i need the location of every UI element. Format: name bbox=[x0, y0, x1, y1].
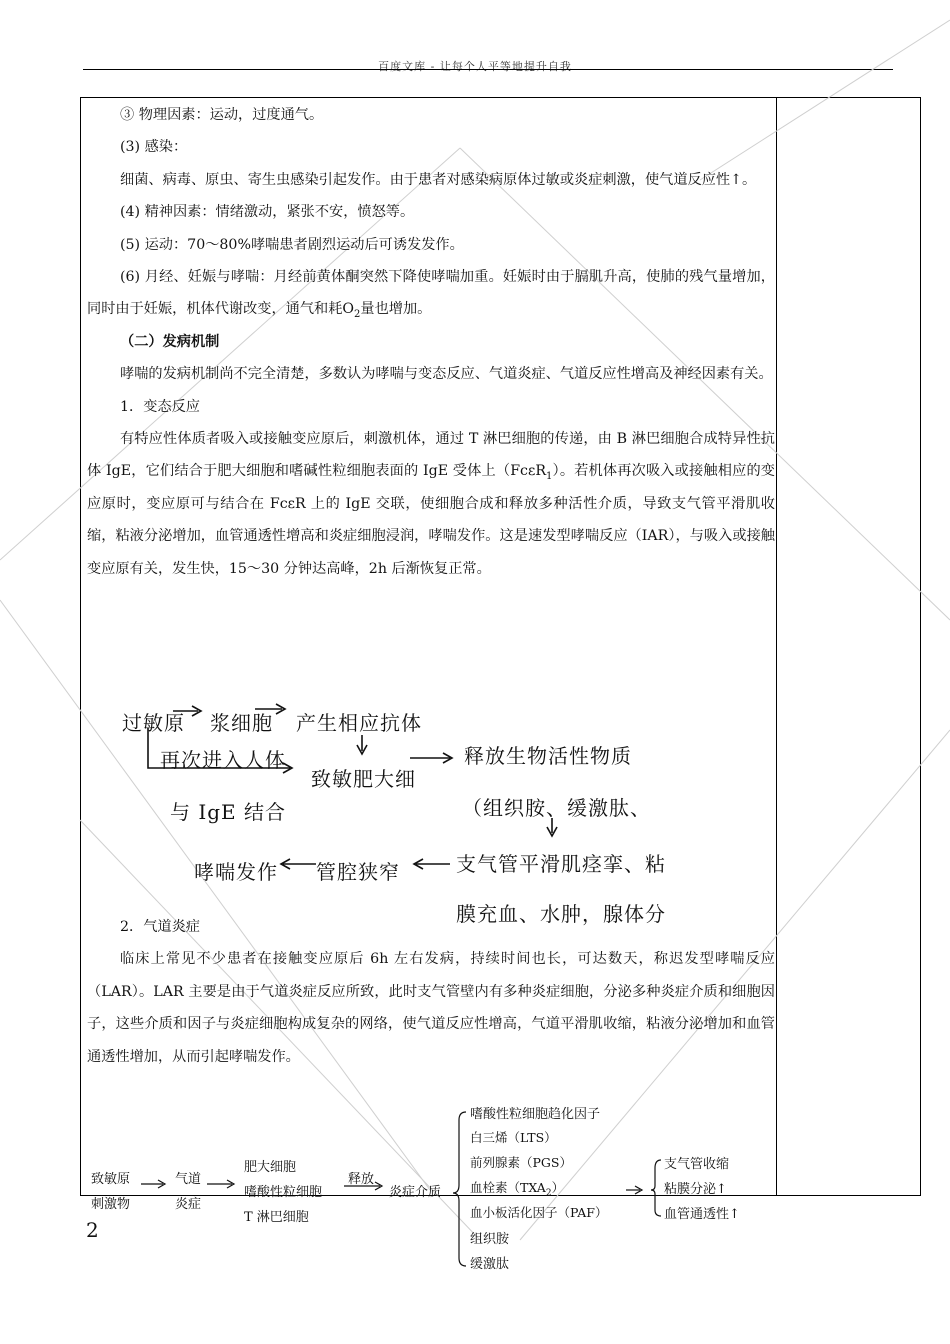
diagram1-mucosa: 膜充血、水肿，腺体分 bbox=[456, 902, 666, 926]
paragraph-pathogenesis-intro: 哮喘的发病机制尚不完全清楚，多数认为哮喘与变态反应、气道炎症、气道反应性增高及神经因素有关。 bbox=[120, 366, 773, 383]
text-segment: ）。若机体再次吸入或接触相应的变应原时，变应原可与结合在 FcεR 上的 IgE 交联，使细胞合成和释放多种活性介质，导致支气管平滑肌收缩，粘液分泌增加，血管通透性增高和炎症细胞浸润，哮喘发作。这是速发型哮喘反应（IAR），与吸入或接触变应原有关，发生快，15～30 分钟达高峰，2h 后渐恢复正常。 bbox=[87, 463, 775, 577]
diagram2-mediator: 白三烯（LTS） bbox=[470, 1130, 557, 1145]
diagram2-sensitizing-allergen: 致敏原 bbox=[91, 1172, 131, 1187]
diagram2-cell: T 淋巴细胞 bbox=[244, 1210, 309, 1225]
diagram2-inflammation: 炎症 bbox=[175, 1197, 202, 1212]
diagram2-mediators-label: 炎症介质 bbox=[389, 1185, 442, 1200]
paragraph-infection-heading: (3) 感染： bbox=[120, 139, 188, 156]
text-segment: 有特应性体质者吸入或接触变应原后，刺激机体，通过 T 淋巴细胞的传递，由 B 淋巴细胞合成特异性抗体 IgE，它们结合于肥大细胞和嗜碱性粒细胞表面的 IgE 受体上（FcεR bbox=[87, 431, 775, 480]
paragraph-physical-factors: ③ 物理因素：运动，过度通气。 bbox=[120, 107, 324, 123]
diagram2-mediator: 组织胺 bbox=[470, 1232, 510, 1247]
diagram1-antibody: 产生相应抗体 bbox=[296, 711, 422, 735]
diagram1-bronchospasm: 支气管平滑肌痉挛、粘 bbox=[456, 852, 666, 876]
subheading-allergic-reaction: 1．变态反应 bbox=[120, 398, 200, 415]
diagram1-allergen: 过敏原 bbox=[122, 711, 185, 735]
paragraph-exercise: (5) 运动：70～80%哮喘患者剧烈运动后可诱发发作。 bbox=[120, 236, 464, 253]
diagram2-cell: 嗜酸性粒细胞 bbox=[244, 1185, 323, 1200]
subscript: 2 bbox=[354, 309, 361, 321]
diagram2-mediator: 嗜酸性粒细胞趋化因子 bbox=[470, 1107, 601, 1122]
diagram1-attack: 哮喘发作 bbox=[194, 860, 278, 884]
page-header: 百度文库 - 让每个人平等地提升自我 bbox=[378, 60, 572, 73]
diagram1-substances: （组织胺、缓激肽、 bbox=[462, 796, 651, 820]
diagram2-release-label: 释放 bbox=[348, 1172, 375, 1187]
subscript: 1 bbox=[546, 471, 553, 483]
subheading-airway-inflammation: 2．气道炎症 bbox=[120, 919, 200, 935]
text-segment: (6) 月经、妊娠与哮喘：月经前黄体酮突然下降使哮喘加重。妊娠时由于膈肌升高，使肺的残气量增加，同时由于妊娠，机体代谢改变，通气和耗O bbox=[87, 269, 775, 318]
paragraph-mental-factors: (4) 精神因素：情绪激动，紧张不安，愤怒等。 bbox=[120, 204, 415, 221]
text-segment: 量也增加。 bbox=[360, 301, 432, 318]
diagram2-mediator: 缓激肽 bbox=[470, 1257, 510, 1272]
diagram1-ige-bind: 与 IgE 结合 bbox=[170, 800, 287, 824]
diagram2-mediator: 血小板活化因子（PAF） bbox=[470, 1205, 608, 1220]
diagram1-release: 释放生物活性物质 bbox=[464, 744, 632, 768]
diagram2-mediator: 前列腺素（PGS） bbox=[470, 1155, 572, 1170]
diagram2-irritant: 刺激物 bbox=[91, 1197, 131, 1212]
paragraph-infection: 细菌、病毒、原虫、寄生虫感染引起发作。由于患者对感染病原体过敏或炎症刺激，使气道反应性↑。 bbox=[120, 171, 757, 188]
page-number: 2 bbox=[86, 1218, 99, 1242]
subscript: 2 bbox=[545, 1188, 552, 1199]
section-heading-pathogenesis: （二）发病机制 bbox=[120, 333, 220, 350]
text-segment: 血栓素（TXA bbox=[470, 1180, 546, 1195]
diagram2-effect: 粘膜分泌↑ bbox=[664, 1182, 727, 1197]
text-segment: ） bbox=[551, 1180, 565, 1195]
diagram2-effect: 血管通透性↑ bbox=[664, 1207, 740, 1222]
diagram2-effect: 支气管收缩 bbox=[664, 1157, 730, 1172]
diagram2-airway: 气道 bbox=[175, 1172, 202, 1187]
diagram2-cell: 肥大细胞 bbox=[244, 1160, 297, 1175]
diagram1-reentry: 再次进入人体 bbox=[160, 748, 286, 772]
diagram1-plasma-cell: 浆细胞 bbox=[210, 711, 273, 735]
diagram1-sensitized-mast: 致敏肥大细 bbox=[311, 767, 416, 791]
paragraph-airway-inflammation: 临床上常见不少患者在接触变应原后 6h 左右发病，持续时间也长，可达数天，称迟发型哮喘反应（LAR）。LAR 主要是由于气道炎症反应所致，此时支气管壁内有多种炎症细胞，分泌多种炎症介质和细胞因子，这些介质和因子与炎症细胞构成复杂的网络，使气道反应性增高，气道平滑肌收缩，粘液分泌增加和血管通透性增加，从而引起哮喘发作。 bbox=[87, 951, 775, 1065]
diagram1-narrowing: 管腔狭窄 bbox=[316, 860, 400, 884]
